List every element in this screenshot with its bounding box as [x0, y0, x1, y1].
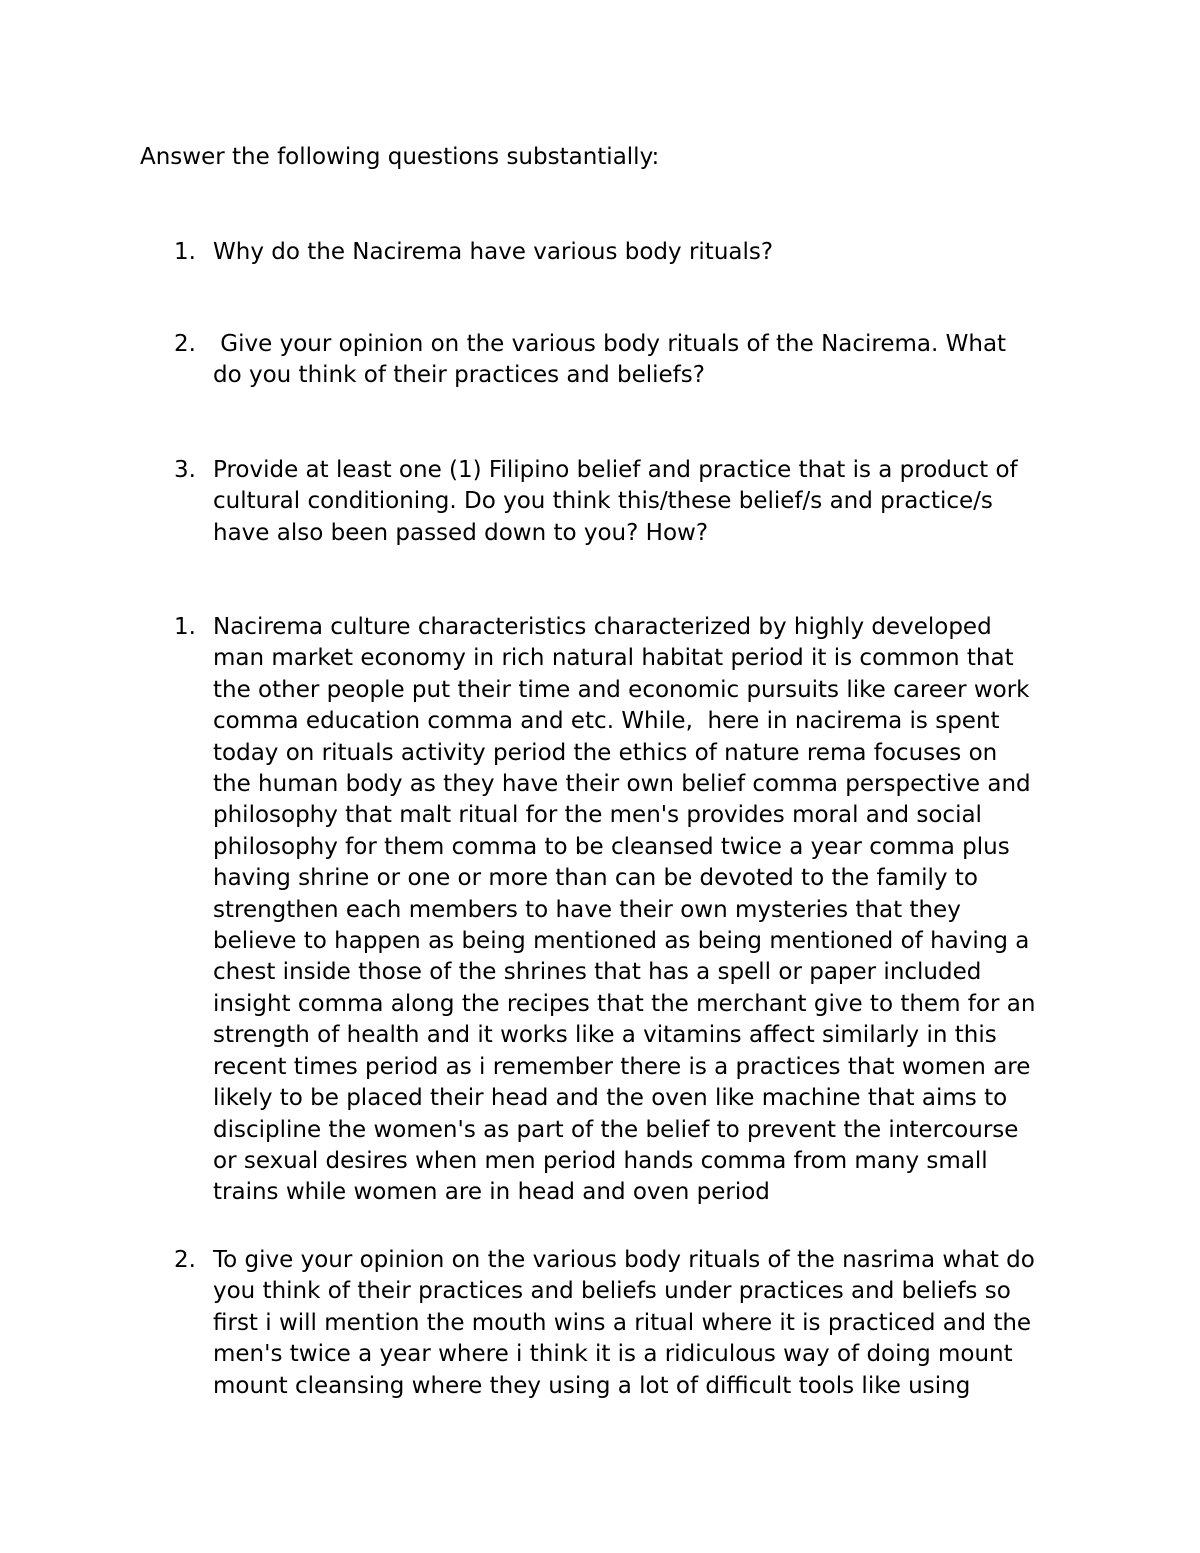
question-text [213, 329, 1073, 392]
text-line: men's twice a year where i think it is a ridiculous way of doing mount [213, 1341, 1013, 1368]
text-line: have also been passed down to you? How? [213, 519, 709, 546]
text-line: Give your opinion on the various body rituals of the Nacirema. What [213, 331, 1007, 357]
text-line: To give your opinion on the various body rituals of the nasrima what do [213, 1247, 1035, 1273]
answer-2 [174, 1245, 1074, 1402]
instructions-heading: Answer the following questions substantially: [140, 144, 660, 170]
text-line: likely to be placed their head and the oven like machine that aims to [213, 1085, 1008, 1112]
text-line: trains while women are in head and oven period [213, 1179, 770, 1206]
question-text [213, 455, 1073, 549]
answer-1 [174, 612, 1074, 1209]
text-line: insight comma along the recipes that the merchant give to them for an [213, 990, 1036, 1017]
text-line: Provide at least one (1) Filipino belief and practice that is a product of [213, 457, 1018, 483]
question-text [213, 237, 1073, 268]
text-line: strength of health and it works like a vitamins affect similarly in this [213, 1022, 997, 1049]
question-3 [174, 455, 1074, 549]
text-line: strengthen each members to have their own mysteries that they [213, 896, 961, 923]
text-line: comma education comma and etc. While, here in nacirema is spent [213, 708, 1000, 735]
text-line: or sexual desires when men period hands comma from many small [213, 1147, 988, 1174]
answer-text [213, 612, 1073, 1209]
answer-text [213, 1245, 1073, 1402]
list-number: 3. [174, 457, 196, 483]
list-number: 2. [174, 1247, 196, 1273]
list-number: 2. [174, 331, 196, 357]
text-line: having shrine or one or more than can be devoted to the family to [213, 865, 978, 892]
text-line: Why do the Nacirema have various body rituals? [213, 239, 774, 265]
text-line: man market economy in rich natural habitat period it is common that [213, 645, 1014, 672]
question-2 [174, 329, 1074, 392]
text-line: the other people put their time and economic pursuits like career work [213, 676, 1030, 703]
text-line: discipline the women's as part of the belief to prevent the intercourse [213, 1116, 1019, 1143]
text-line: first i will mention the mouth wins a ritual where it is practiced and the [213, 1309, 1032, 1336]
text-line: cultural conditioning. Do you think this/these belief/s and practice/s [213, 488, 993, 515]
text-line: recent times period as i remember there is a practices that women are [213, 1053, 1031, 1080]
text-line: chest inside those of the shrines that has a spell or paper included [213, 959, 982, 986]
text-line: Nacirema culture characteristics characterized by highly developed [213, 614, 992, 640]
text-line: philosophy that malt ritual for the men's provides moral and social [213, 802, 982, 829]
list-number: 1. [174, 239, 196, 265]
text-line: philosophy for them comma to be cleansed twice a year comma plus [213, 833, 1010, 860]
text-line: do you think of their practices and beliefs? [213, 362, 705, 389]
question-1 [174, 237, 1074, 268]
text-line: the human body as they have their own belief comma perspective and [213, 771, 1031, 798]
text-line: mount cleansing where they using a lot of difficult tools like using [213, 1372, 971, 1399]
text-line: you think of their practices and beliefs under practices and beliefs so [213, 1278, 1011, 1305]
text-line: believe to happen as being mentioned as being mentioned of having a [213, 928, 1030, 955]
list-number: 1. [174, 614, 196, 640]
text-line: today on rituals activity period the ethics of nature rema focuses on [213, 739, 998, 766]
